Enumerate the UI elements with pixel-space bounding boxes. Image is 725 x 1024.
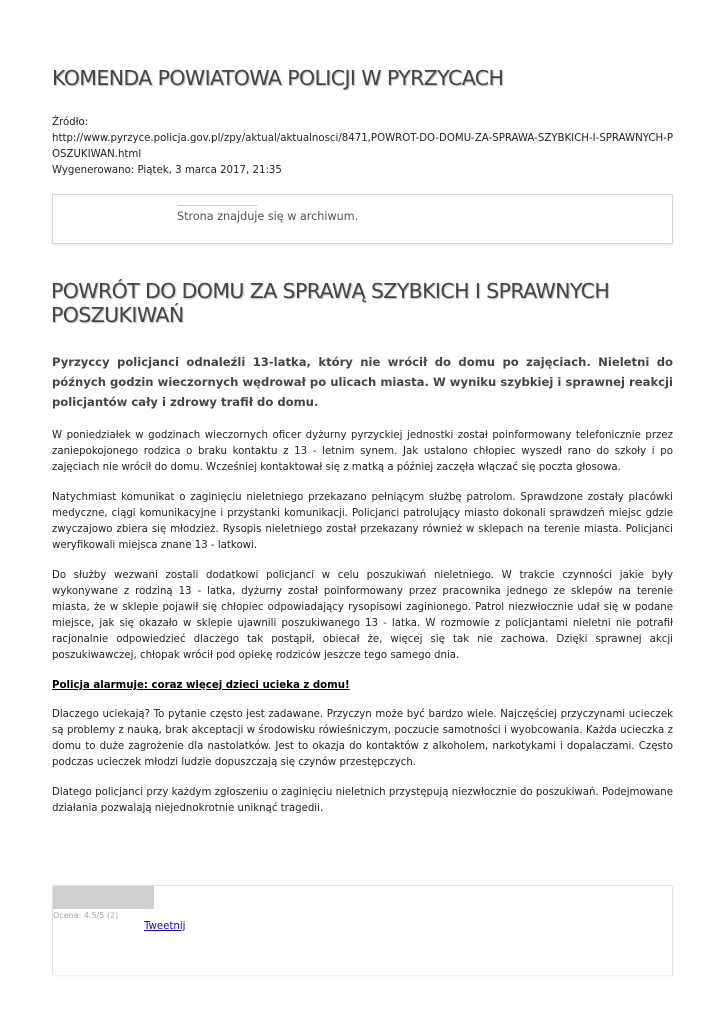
article-lead: Pyrzyccy policjanci odnaleźli 13-latka, który nie wrócił do domu po zajęciach. Nieletni do późnych godzin wieczornych wędrował po ulicach miasta. W wyniku szybkiej i sprawnej reakcji policjantów cały i zdrowy trafił do domu. (52, 355, 673, 409)
source-info (52, 115, 676, 179)
source-label: Źródło: (52, 117, 89, 128)
article-paragraph: Do służby wezwani zostali dodatkowi policjanci w celu poszukiwań nieletniego. W trakcie czynności jakie były wykonywane z rodziną 13 - latka, dyżurny został poinformowany przez pracownika jednego ze sklepów na terenie miasta, że w sklepie pojawił się chłopiec odpowiadający rysopisowi zaginionego. Patrol niezwłocznie udał się w podane miejsce, jak się okazało w sklepie ujawnili poszukiwanego 13 - latka. W rozmowie z policjantami nieletni nie potrafił racjonalnie odpowiedzieć dlaczego tak postąpił, obiecał że, więcej się tak nie zachowa. Dzięki sprawnej akcji poszukiwawczej, chłopak wrócił pod opiekę rodziców jeszcze tego samego dnia. (52, 570, 673, 661)
article-subheading: Policja alarmuje: coraz więcej dzieci ucieka z domu! (52, 680, 350, 691)
archive-notice-box (52, 194, 673, 244)
generated-date: Wygenerowano: Piątek, 3 marca 2017, 21:35 (52, 165, 282, 176)
source-url: http://www.pyrzyce.policja.gov.pl/zpy/aktual/aktualnosci/8471,POWROT-DO-DOMU-ZA-SPRAWA-SZYBKICH-I-SPRAWNYCH-POSZUKIWAN.html (52, 133, 673, 160)
article-paragraph: Dlatego policjanci przy każdym zgłoszeniu o zaginięciu nieletnich przystępują niezwłocznie do poszukiwań. Podejmowane działania pozwalają niejednokrotnie uniknąć tragedii. (52, 787, 673, 814)
archive-notice: Strona znajduje się w archiwum. (177, 210, 359, 223)
rating-fill (53, 886, 144, 909)
article-body (52, 428, 673, 831)
rating-stars[interactable] (53, 886, 154, 909)
article-paragraph: W poniedziałek w godzinach wieczornych oficer dyżurny pyrzyckiej jednostki został poinformowany telefonicznie przez zaniepokojonego rodzica o braku kontaktu z 13 - letnim synem. Jak ustalono chłopiec wyszedł rano do szkoły i po zajęciach nie wrócił do domu. Wcześniej kontaktował się z matką a później zaczęła włączać się poczta głosowa. (52, 430, 673, 473)
rating-box (52, 885, 673, 975)
tweet-link[interactable]: Tweetnij (144, 921, 186, 932)
article-paragraph: Dlaczego uciekają? To pytanie często jest zadawane. Przyczyn może być bardzo wiele. Najczęściej przyczynami ucieczek są problemy z nauką, brak akceptacji w środowisku rówieśniczym, poczucie samotności i wyobcowania. Każda ucieczka z domu to duże zagrożenie dla nastolatków. Jest to okazja do kontaktów z alkoholem, narkotykami i dopalaczami. Często podczas ucieczek młodzi ludzie dopuszczają się czynów przestępczych. (52, 709, 673, 768)
site-title: KOMENDA POWIATOWA POLICJI W PYRZYCACH (52, 66, 504, 90)
rating-text: Ocena: 4.5/5 (2) (53, 911, 119, 920)
archive-divider (177, 205, 257, 206)
article-paragraph: Natychmiast komunikat o zaginięciu nieletniego przekazano pełniącym służbę patrolom. Sprawdzone zostały placówki medyczne, ciągi komunikacyjne i przystanki komunikacji. Policjanci patrolujący miasto dokonali sprawdzeń miejsc gdzie zwyczajowo zbiera się młodzież. Rysopis nieletniego został przekazany również w sklepach na terenie miasta. Policjanci weryfikowali miejsca znane 13 - latkowi. (52, 492, 673, 551)
article-title: POWRÓT DO DOMU ZA SPRAWĄ SZYBKICH I SPRAWNYCH POSZUKIWAŃ (51, 279, 610, 327)
